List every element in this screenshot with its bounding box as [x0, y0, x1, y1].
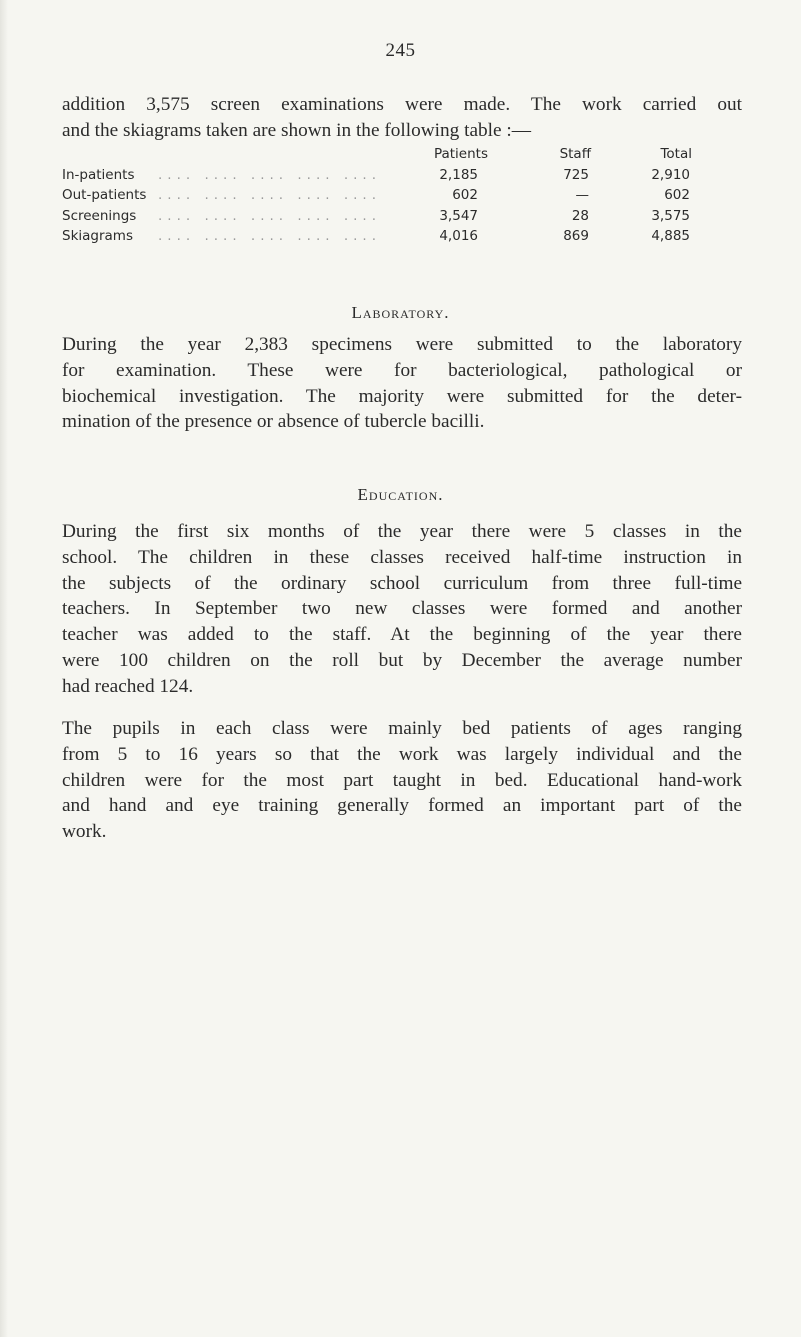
text-line: and hand and eye training generally formed an important part of the [62, 795, 742, 817]
total-value: 2,910 [651, 166, 690, 183]
page-number: 245 [385, 40, 416, 61]
text-line: teacher was added to the staff. At the beginning of the year there [62, 624, 742, 646]
staff-value: 725 [563, 166, 589, 183]
column-header-total: Total [660, 146, 692, 162]
xray-table [62, 146, 742, 249]
dot-leader: .... .... .... .... .... [158, 187, 381, 203]
education-paragraph-2 [62, 716, 742, 845]
text-line: biochemical investigation. The majority were submitted for the deter- [62, 385, 742, 407]
text-line: work. [62, 821, 107, 843]
text-line: addition 3,575 screen examinations were made. The work carried out [62, 94, 742, 115]
row-label: Screenings [62, 207, 137, 224]
text-line: school. The children in these classes received half-time instruction in [62, 546, 742, 568]
dot-leader: .... .... .... .... .... [158, 166, 381, 183]
dot-leader: .... .... .... .... .... [158, 207, 381, 224]
text-line: for examination. These were for bacteriological, pathological or [62, 359, 742, 381]
text-line: had reached 124. [62, 675, 194, 697]
text-line: from 5 to 16 years so that the work was largely individual and the [62, 743, 742, 765]
patients-value: 4,016 [439, 228, 478, 244]
text-line: The pupils in each class were mainly bed patients of ages ranging [62, 718, 742, 739]
laboratory-paragraph [62, 332, 742, 435]
table-row [62, 228, 742, 249]
text-line: the subjects of the ordinary school curriculum from three full-time [62, 572, 742, 594]
total-value: 3,575 [651, 207, 690, 224]
total-value: 4,885 [651, 228, 690, 244]
row-label: In-patients [62, 166, 135, 183]
text-line: During the first six months of the year there were 5 classes in the [62, 521, 742, 542]
text-line: During the year 2,383 specimens were submitted to the laboratory [62, 334, 742, 355]
page-edge-shadow [0, 0, 8, 1337]
text-line: were 100 children on the roll but by December the average number [62, 649, 742, 671]
text-line: children were for the most part taught in bed. Educational hand-work [62, 769, 742, 791]
table-row [62, 167, 742, 188]
text-line: mination of the presence or absence of tubercle bacilli. [62, 411, 485, 433]
text-line: teachers. In September two new classes were formed and another [62, 598, 742, 620]
column-header-staff: Staff [559, 146, 591, 162]
patients-value: 2,185 [439, 166, 478, 183]
intro-paragraph [62, 92, 742, 144]
row-label: Skiagrams [62, 228, 133, 244]
patients-value: 3,547 [439, 207, 478, 224]
education-paragraph-1 [62, 519, 742, 700]
text-line: and the skiagrams taken are shown in the following table :— [62, 119, 532, 141]
education-heading: Education. [357, 485, 444, 504]
table-row [62, 208, 742, 229]
table-header-row [62, 146, 742, 167]
patients-value: 602 [452, 187, 478, 203]
staff-value: 28 [571, 207, 589, 224]
laboratory-heading: Laboratory. [351, 303, 450, 322]
row-label: Out-patients [62, 187, 147, 203]
dot-leader: .... .... .... .... .... [158, 228, 381, 244]
staff-value: — [575, 187, 589, 203]
total-value: 602 [664, 187, 690, 203]
staff-value: 869 [563, 228, 589, 244]
table-row [62, 187, 742, 208]
column-header-patients: Patients [433, 146, 488, 162]
